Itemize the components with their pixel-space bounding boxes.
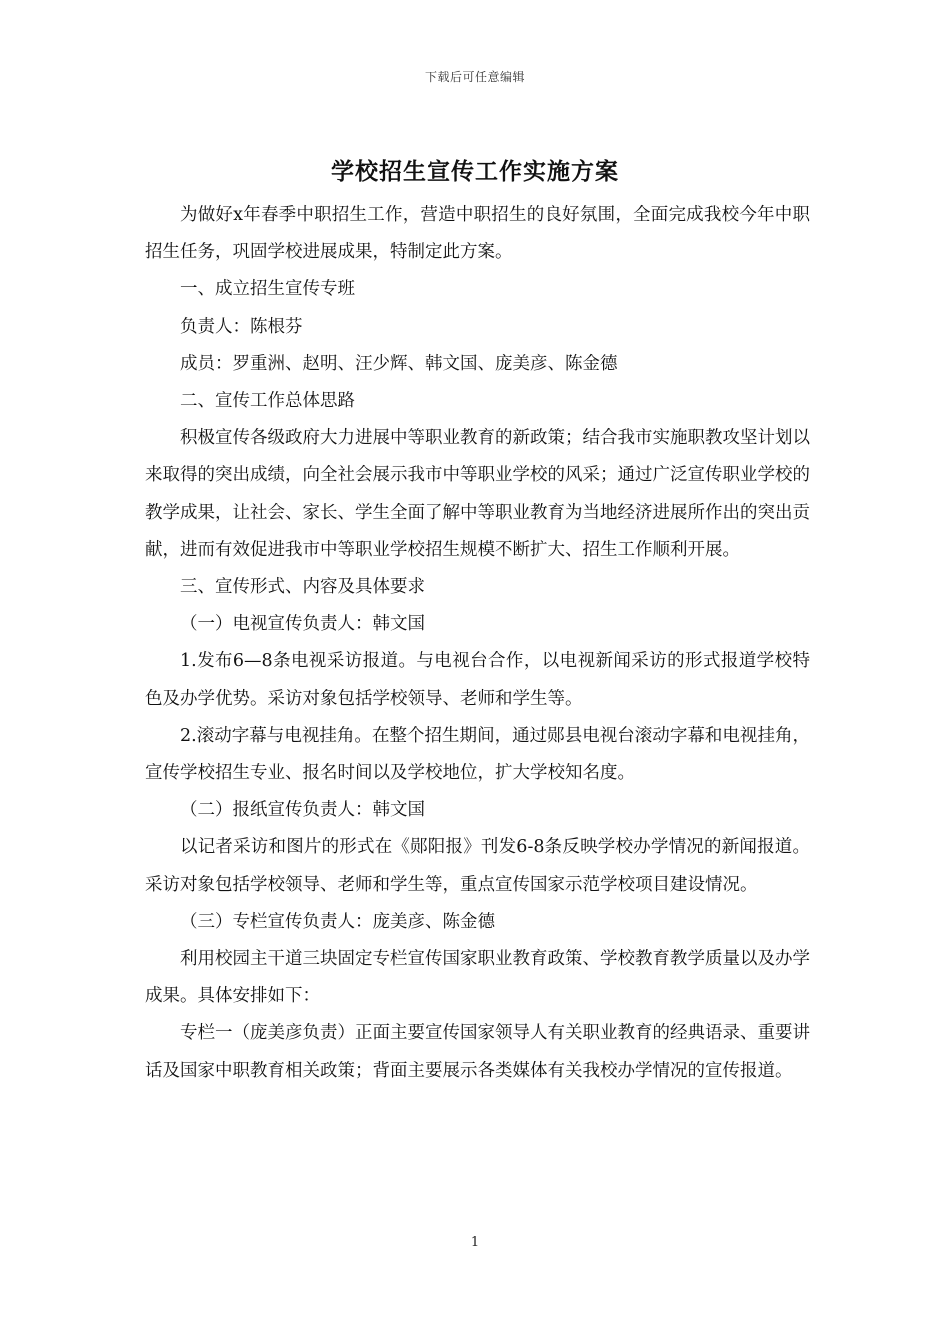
page-number: 1 (470, 1235, 480, 1250)
intro-paragraph: 为做好x年春季中职招生工作，营造中职招生的良好氛围，全面完成我校今年中职招生任务，巩固学校进展成果，特制定此方案。 (145, 205, 810, 263)
tv-item-1: 1.发布6—8条电视采访报道。与电视台合作，以电视新闻采访的形式报道学校特色及办学优势。采访对象包括学校领导、老师和学生等。 (145, 651, 810, 709)
header-note: 下载后可任意编辑 (424, 70, 525, 84)
tv-item-2: 2.滚动字幕与电视挂角。在整个招生期间，通过郧县电视台滚动字幕和电视挂角，宣传学校招生专业、报名时间以及学校地位，扩大学校知名度。 (145, 725, 810, 784)
subsection-tv: （一）电视宣传负责人：韩文国 (180, 614, 425, 635)
section-heading-2: 二、宣传工作总体思路 (180, 391, 355, 412)
overall-approach-paragraph: 积极宣传各级政府大力进展中等职业教育的新政策；结合我市实施职教攻坚计划以来取得的突出成绩，向全社会展示我市中等职业学校的风采；通过广泛宣传职业学校的教学成果，让社会、家长、学生全面了解中等职业教育为当地经济进展所作出的突出贡献，进而有效促进我市中等职业学校招生规模不断扩大、招生工作顺利开展。 (145, 428, 810, 560)
section-heading-1: 一、成立招生宣传专班 (180, 279, 355, 300)
column-paragraph: 利用校园主干道三块固定专栏宣传国家职业教育政策、学校教育教学质量以及办学成果。具体安排如下： (145, 949, 810, 1007)
members-line: 成员：罗重洲、赵明、汪少辉、韩文国、庞美彦、陈金德 (180, 353, 618, 374)
section-heading-3: 三、宣传形式、内容及具体要求 (180, 577, 425, 598)
newspaper-paragraph: 以记者采访和图片的形式在《郧阳报》刊发6-8条反映学校办学情况的新闻报道。采访对象包括学校领导、老师和学生等，重点宣传国家示范学校项目建设情况。 (145, 837, 810, 895)
leader-line: 负责人：陈根芬 (180, 316, 303, 337)
document-title: 学校招生宣传工作实施方案 (331, 158, 619, 185)
subsection-column: （三）专栏宣传负责人：庞美彦、陈金德 (180, 911, 495, 932)
subsection-newspaper: （二）报纸宣传负责人：韩文国 (180, 800, 425, 821)
document-body (145, 197, 810, 1090)
column-one-paragraph: 专栏一（庞美彦负责）正面主要宣传国家领导人有关职业教育的经典语录、重要讲话及国家中职教育相关政策；背面主要展示各类媒体有关我校办学情况的宣传报道。 (145, 1023, 810, 1081)
